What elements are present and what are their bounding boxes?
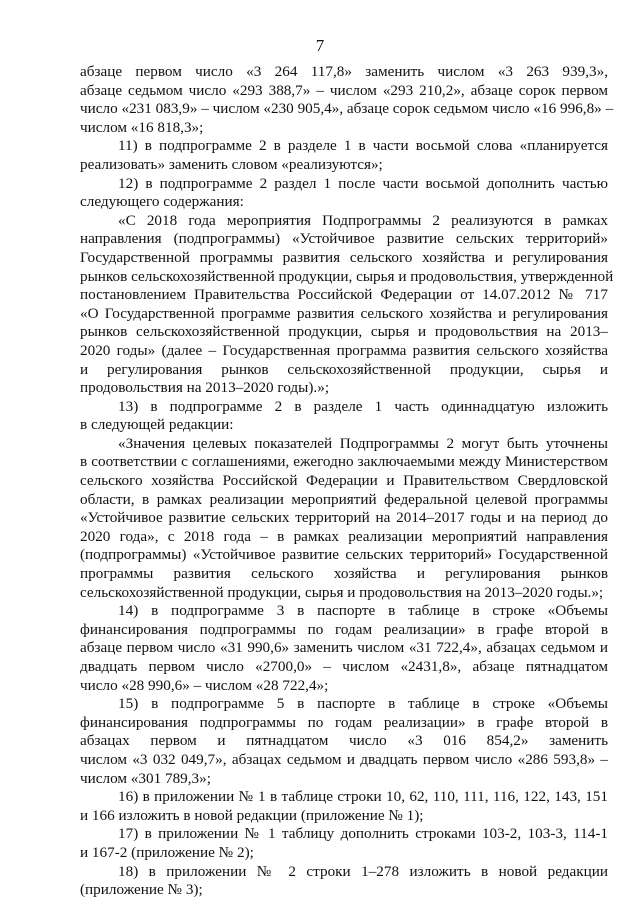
text-line: 12) в подпрограмме 2 раздел 1 после части восьмой дополнить частью: [118, 174, 608, 192]
text-line: 13) в подпрограмме 2 в разделе 1 часть одиннадцатую изложить: [118, 397, 608, 415]
text-line: в следующей редакции:: [80, 416, 234, 434]
text-line: «Значения целевых показателей Подпрограммы 2 могут быть уточнены: [118, 434, 608, 452]
text-line: сельского хозяйства Российской Федерации и Правительством Свердловской: [80, 472, 608, 490]
text-line: числом «301 789,3»;: [80, 769, 211, 787]
text-line: абзаце седьмом число «293 388,7» – числом «293 210,2», абзаце сорок первом: [80, 81, 608, 99]
text-line: 2020 годы» (далее – Государственная программа развития сельского хозяйства: [80, 341, 608, 359]
text-line: реализовать» заменить словом «реализуются»;: [80, 155, 383, 173]
text-line: абзаце первом число «31 990,6» заменить числом «31 722,4», абзацах седьмом и: [80, 639, 608, 657]
text-line: абзаце первом число «3 264 117,8» заменить числом «3 263 939,3»,: [80, 63, 608, 80]
page-number: 7: [315, 36, 325, 55]
text-line: числом «3 032 049,7», абзацах седьмом и двадцать первом число «286 593,8» –: [80, 750, 608, 768]
text-line: числом «16 818,3»;: [80, 118, 204, 136]
text-line: Государственной программы развития сельского хозяйства и регулирования: [80, 248, 608, 266]
text-line: двадцать первом число «2700,0» – числом «2431,8», абзаце пятнадцатом: [80, 658, 608, 675]
text-line: области, в рамках реализации мероприятий федеральной целевой программы: [80, 490, 608, 508]
text-line: финансирования подпрограммы по годам реализации» в графе второй в: [80, 620, 608, 638]
text-line: число «231 083,9» – числом «230 905,4», абзаце сорок седьмом число «16 996,8» –: [80, 100, 614, 118]
text-line: в соответствии с соглашениями, ежегодно заключаемыми между Министерством: [80, 453, 608, 471]
text-line: (подпрограммы) «Устойчивое развитие сельских территорий» Государственной: [80, 546, 608, 564]
text-line: постановлением Правительства Российской Федерации от 14.07.2012 № 717: [80, 286, 608, 304]
text-line: «Устойчивое развитие сельских территорий на 2014–2017 годы и на период до: [80, 509, 608, 527]
text-line: направления (подпрограммы) «Устойчивое развитие сельских территорий»: [80, 230, 608, 248]
text-line: рынков сельскохозяйственной продукции, сырья и продовольствия на 2013–: [80, 323, 608, 341]
text-line: 2020 года», с 2018 года – в рамках реализации мероприятий направления: [80, 527, 608, 545]
text-line: 14) в подпрограмме 3 в паспорте в таблице в строке «Объемы: [118, 602, 608, 620]
text-line: следующего содержания:: [80, 193, 244, 211]
text-line: программы развития сельского хозяйства и регулирования рынков: [80, 565, 608, 583]
text-line: продовольствия на 2013–2020 годы).»;: [80, 379, 330, 397]
text-line: «С 2018 года мероприятия Подпрограммы 2 реализуются в рамках: [118, 211, 608, 229]
text-line: 18) в приложении № 2 строки 1–278 изложить в новой редакции: [118, 862, 608, 880]
text-line: финансирования подпрограммы по годам реализации» в графе второй в: [80, 713, 608, 731]
text-line: 15) в подпрограмме 5 в паспорте в таблице в строке «Объемы: [118, 695, 608, 713]
text-line: 11) в подпрограмме 2 в разделе 1 в части восьмой слова «планируется: [118, 137, 608, 155]
text-line: 16) в приложении № 1 в таблице строки 10, 62, 110, 111, 116, 122, 143, 151: [118, 788, 608, 806]
document-body: [80, 63, 614, 900]
text-line: число «28 990,6» – числом «28 722,4»;: [80, 676, 329, 694]
text-line: и 167-2 (приложение № 2);: [80, 843, 254, 861]
text-line: сельскохозяйственной продукции, сырья и продовольствия на 2013–2020 годы.»;: [80, 583, 604, 601]
text-line: и 166 изложить в новой редакции (приложение № 1);: [80, 806, 424, 824]
text-line: (приложение № 3);: [80, 881, 203, 899]
text-line: 17) в приложении № 1 таблицу дополнить строками 103-2, 103-3, 114-1: [118, 825, 608, 843]
text-line: рынков сельскохозяйственной продукции, сырья и продовольствия, утвержденной: [80, 267, 614, 285]
text-line: и регулирования рынков сельскохозяйственной продукции, сырья и: [80, 360, 608, 378]
text-line: «О Государственной программе развития сельского хозяйства и регулирования: [80, 304, 608, 322]
text-line: абзацах первом и пятнадцатом число «3 016 854,2» заменить: [80, 732, 608, 750]
